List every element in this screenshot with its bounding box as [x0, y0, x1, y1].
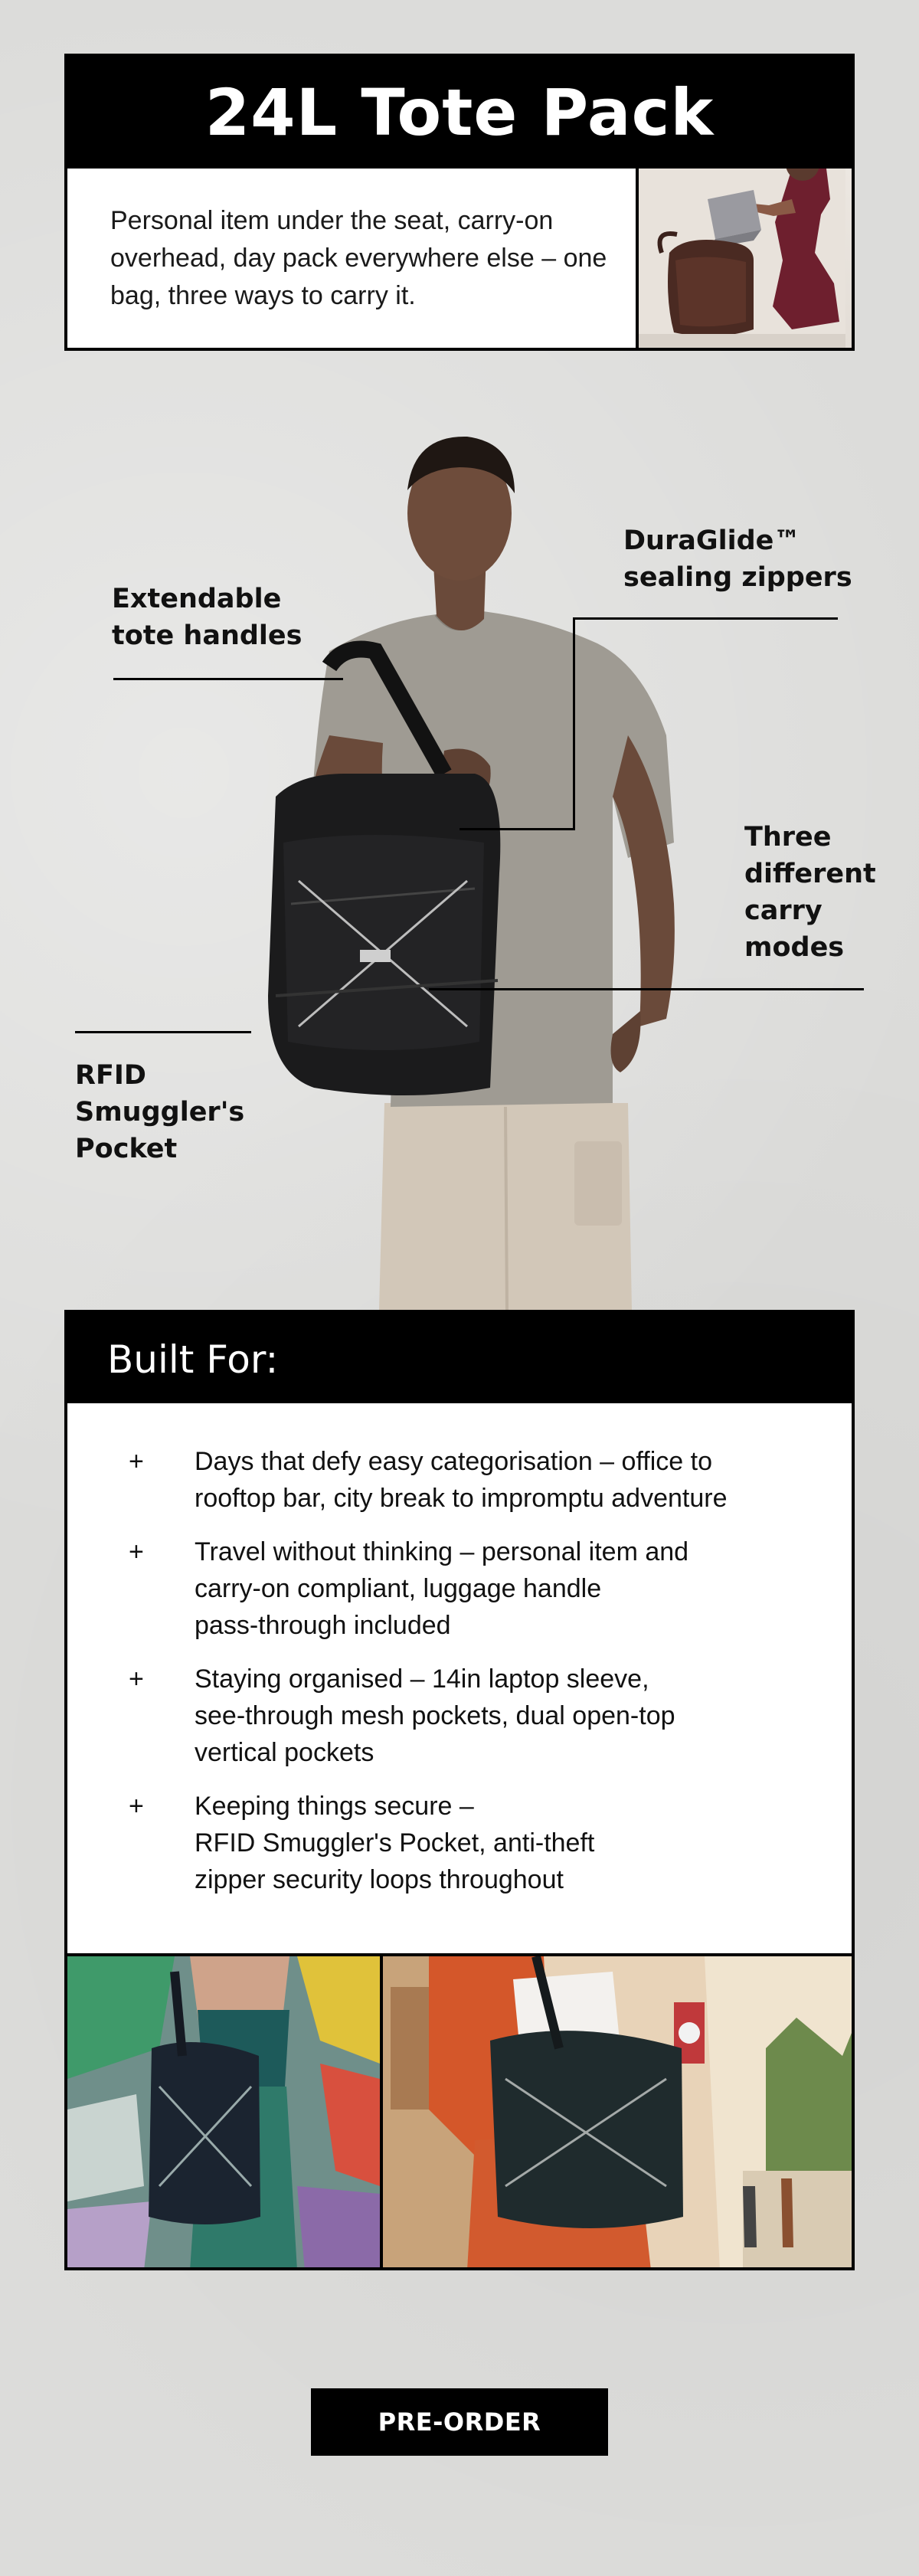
leader-line-carry — [429, 988, 864, 990]
plus-icon: + — [129, 1537, 144, 1566]
hero-photo-illustration — [639, 169, 845, 348]
callout-rfid-pocket — [75, 1057, 244, 1167]
list-item-line: rooftop bar, city break to impromptu adventure — [195, 1484, 728, 1513]
callout-carry-line2: different — [744, 859, 876, 889]
callout-carry-modes — [744, 819, 876, 966]
built-for-title: Built For: — [107, 1337, 279, 1382]
callout-tote-handles-line2: tote handles — [112, 620, 303, 651]
list-item-line: Travel without thinking – personal item and — [195, 1537, 689, 1566]
list-item-line: Days that defy easy categorisation – office to — [195, 1447, 712, 1476]
plus-icon: + — [129, 1792, 144, 1821]
hero-card — [64, 54, 855, 351]
plus-icon: + — [129, 1664, 144, 1694]
hero-title: 24L Tote Pack — [204, 75, 715, 150]
plus-icon: + — [129, 1447, 144, 1476]
built-for-list — [129, 1443, 803, 1915]
graffiti-photo-illustration — [67, 1956, 380, 2267]
lifestyle-photo-graffiti — [67, 1956, 380, 2267]
callout-carry-line3: carry — [744, 895, 823, 926]
leader-line-handles — [113, 678, 343, 680]
callout-zippers-line1: DuraGlide™ — [623, 525, 801, 556]
list-item — [129, 1661, 803, 1771]
list-item-line: see-through mesh pockets, dual open-top — [195, 1701, 675, 1730]
callout-pocket-line1: RFID — [75, 1060, 146, 1091]
list-item-line: vertical pockets — [195, 1738, 374, 1767]
hero-description: Personal item under the seat, carry-on overhead, day pack everywhere else – one bag, three ways to carry it. — [110, 206, 607, 310]
leader-line-zippers-v — [573, 617, 575, 830]
list-item-line: zipper security loops throughout — [195, 1865, 564, 1894]
callout-pocket-line3: Pocket — [75, 1134, 178, 1164]
lifestyle-photo-street — [383, 1956, 852, 2267]
callout-carry-line1: Three — [744, 822, 832, 853]
street-photo-illustration — [383, 1956, 852, 2267]
built-for-header — [67, 1313, 852, 1403]
list-item-line: Keeping things secure – — [195, 1792, 474, 1821]
list-item-line: RFID Smuggler's Pocket, anti-theft — [195, 1828, 595, 1858]
callout-tote-handles — [112, 581, 303, 654]
callout-carry-line4: modes — [744, 932, 845, 963]
list-item-line: Staying organised – 14in laptop sleeve, — [195, 1664, 649, 1694]
list-item-line: pass-through included — [195, 1611, 451, 1640]
list-item — [129, 1443, 803, 1517]
leader-line-zippers-h2 — [460, 828, 575, 830]
built-for-card — [64, 1310, 855, 2270]
lifestyle-photos — [67, 1953, 852, 2267]
callout-tote-handles-line1: Extendable — [112, 584, 282, 614]
callout-zippers-line2: sealing zippers — [623, 562, 852, 593]
pre-order-button[interactable]: PRE-ORDER — [311, 2388, 608, 2456]
list-item-line: carry-on compliant, luggage handle — [195, 1574, 602, 1603]
callout-zippers — [623, 522, 852, 596]
list-item — [129, 1533, 803, 1644]
leader-line-pocket — [75, 1031, 251, 1033]
callout-pocket-line2: Smuggler's — [75, 1097, 245, 1128]
hero-photo-laptop-packing — [639, 169, 852, 348]
list-item — [129, 1788, 803, 1898]
leader-line-zippers-h1 — [573, 617, 838, 620]
hero-title-bar — [67, 57, 852, 169]
